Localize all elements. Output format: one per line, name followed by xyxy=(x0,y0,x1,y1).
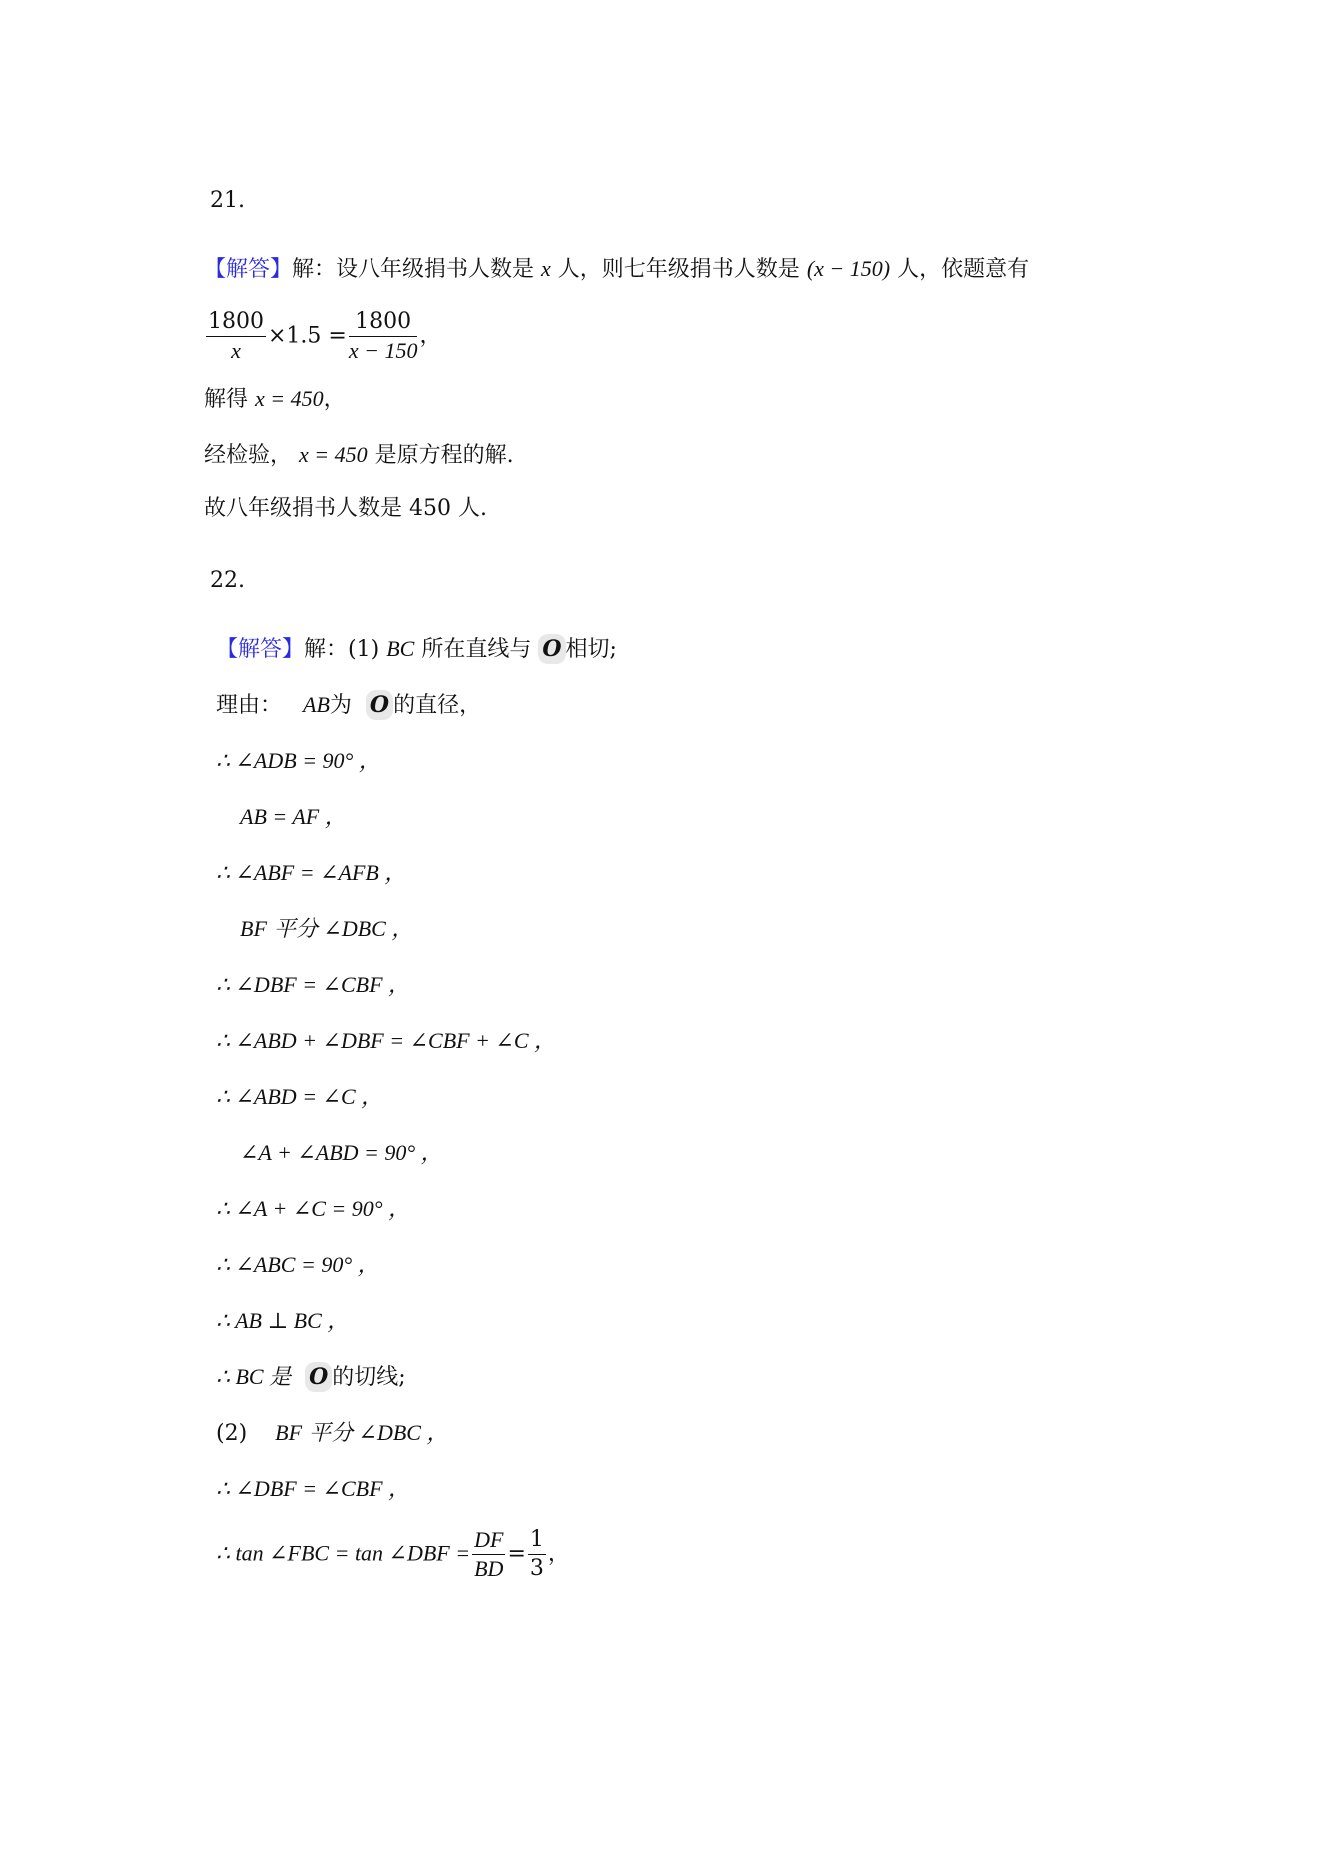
q21-intro: 解：设八年级捐书人数是 xyxy=(292,257,535,282)
q22-part2-bf: BF xyxy=(275,1420,303,1445)
q22-step-6: ∴ ∠ABD + ∠DBF = ∠CBF + ∠C ， xyxy=(216,1028,557,1053)
question-number-21 xyxy=(210,186,245,216)
q21-number: 21. xyxy=(210,188,245,213)
circle-o-symbol: O xyxy=(366,690,393,720)
q21-check-label: 经检验， xyxy=(204,443,293,468)
question-number-22 xyxy=(210,566,245,596)
q22-step14-pre: ∴ tan ∠FBC = tan ∠DBF = xyxy=(216,1540,471,1566)
q22-step-11: ∴ AB ⊥ BC ， xyxy=(216,1308,350,1333)
q22-step-12 xyxy=(216,1362,406,1393)
q22-fraction-one-third xyxy=(528,1526,546,1583)
q22-frac-numerator-1: 1 xyxy=(528,1526,546,1555)
q21-var-x: x xyxy=(541,256,551,281)
q22-step14-end: ， xyxy=(547,1541,570,1567)
circle-o-symbol: O xyxy=(305,1362,332,1392)
q21-fraction-1 xyxy=(206,308,266,365)
q21-frac2-numerator: 1800 xyxy=(349,308,418,337)
q21-solve-label: 解得 xyxy=(204,387,249,412)
q22-step-8: ∠A + ∠ABD = 90° ， xyxy=(240,1140,443,1165)
q22-part1-intro: 解：(1) xyxy=(304,637,380,662)
q21-check-eq: x = 450 xyxy=(299,442,368,467)
q22-step4-text: 平分 ∠DBC ， xyxy=(273,916,414,941)
q22-step-14 xyxy=(216,1526,570,1583)
q22-frac-denominator-bd: BD xyxy=(474,1556,504,1581)
q22-step-3: ∴ ∠ABF = ∠AFB ， xyxy=(216,860,407,885)
q22-step-5: ∴ ∠DBF = ∠CBF ， xyxy=(216,972,411,997)
q21-paren: (x − 150) xyxy=(806,256,891,281)
q22-reason-line xyxy=(216,690,481,721)
q21-intro2: 人，则七年级捐书人数是 xyxy=(557,257,800,282)
q22-step12-end: 的切线; xyxy=(332,1365,406,1390)
q22-part1-text: 所在直线与 xyxy=(421,637,532,662)
q21-fraction-2 xyxy=(349,308,418,365)
q22-step-9: ∴ ∠A + ∠C = 90° ， xyxy=(216,1196,411,1221)
q22-frac-denominator-3: 3 xyxy=(529,1556,544,1581)
q22-bc: BC xyxy=(386,636,415,661)
q21-conclusion: 故八年级捐书人数是 450 人. xyxy=(204,496,487,521)
q22-number: 22. xyxy=(210,568,245,593)
q21-check-line xyxy=(204,440,514,471)
circle-o-symbol: O xyxy=(538,634,565,664)
q22-reason-end: 的直径， xyxy=(393,693,482,718)
q21-solve-eq: x = 450 xyxy=(255,386,324,411)
q22-step12-pre: ∴ BC 是 xyxy=(216,1364,292,1389)
q22-step-10: ∴ ∠ABC = 90° ， xyxy=(216,1252,380,1277)
answer-tag: 【解答】 xyxy=(216,637,305,662)
q22-step-2: AB = AF ， xyxy=(240,804,347,829)
q21-answer-line xyxy=(204,254,1029,285)
q21-frac1-denominator: x xyxy=(231,338,241,363)
q21-frac2-denominator: x − 150 xyxy=(348,338,418,363)
q22-part2-label: (2) xyxy=(216,1421,248,1446)
q21-solve-line xyxy=(204,384,346,415)
q22-step14-eq: = xyxy=(507,1541,526,1567)
q22-reason-label: 理由： xyxy=(216,693,283,718)
q22-fraction-df-bd xyxy=(472,1526,505,1583)
q21-frac1-numerator: 1800 xyxy=(206,308,266,337)
q21-intro3: 人，依题意有 xyxy=(897,257,1030,282)
q22-step-7: ∴ ∠ABD = ∠C ， xyxy=(216,1084,384,1109)
q22-part2-text: 平分 ∠DBC ， xyxy=(309,1420,449,1445)
q22-part1-end: 相切; xyxy=(565,637,617,662)
q22-reason-text: 为 xyxy=(329,693,352,718)
q22-step4-bf: BF xyxy=(240,916,267,941)
q22-frac-numerator-df: DF xyxy=(472,1526,505,1555)
q22-step-4 xyxy=(240,914,413,945)
answer-tag: 【解答】 xyxy=(204,257,293,282)
q21-equation xyxy=(204,308,442,365)
q21-eq-end: ， xyxy=(419,323,442,349)
q21-eq-mid: ×1.5 = xyxy=(268,323,347,349)
q22-reason-ab: AB xyxy=(303,692,330,717)
q22-part1-line xyxy=(216,634,617,665)
q22-part2-line xyxy=(216,1418,448,1449)
q22-step-1: ∴ ∠ADB = 90° ， xyxy=(216,748,381,773)
q22-step-13: ∴ ∠DBF = ∠CBF ， xyxy=(216,1476,411,1501)
q21-check-end: 是原方程的解. xyxy=(374,443,514,468)
q21-solve-end: ， xyxy=(323,387,346,412)
